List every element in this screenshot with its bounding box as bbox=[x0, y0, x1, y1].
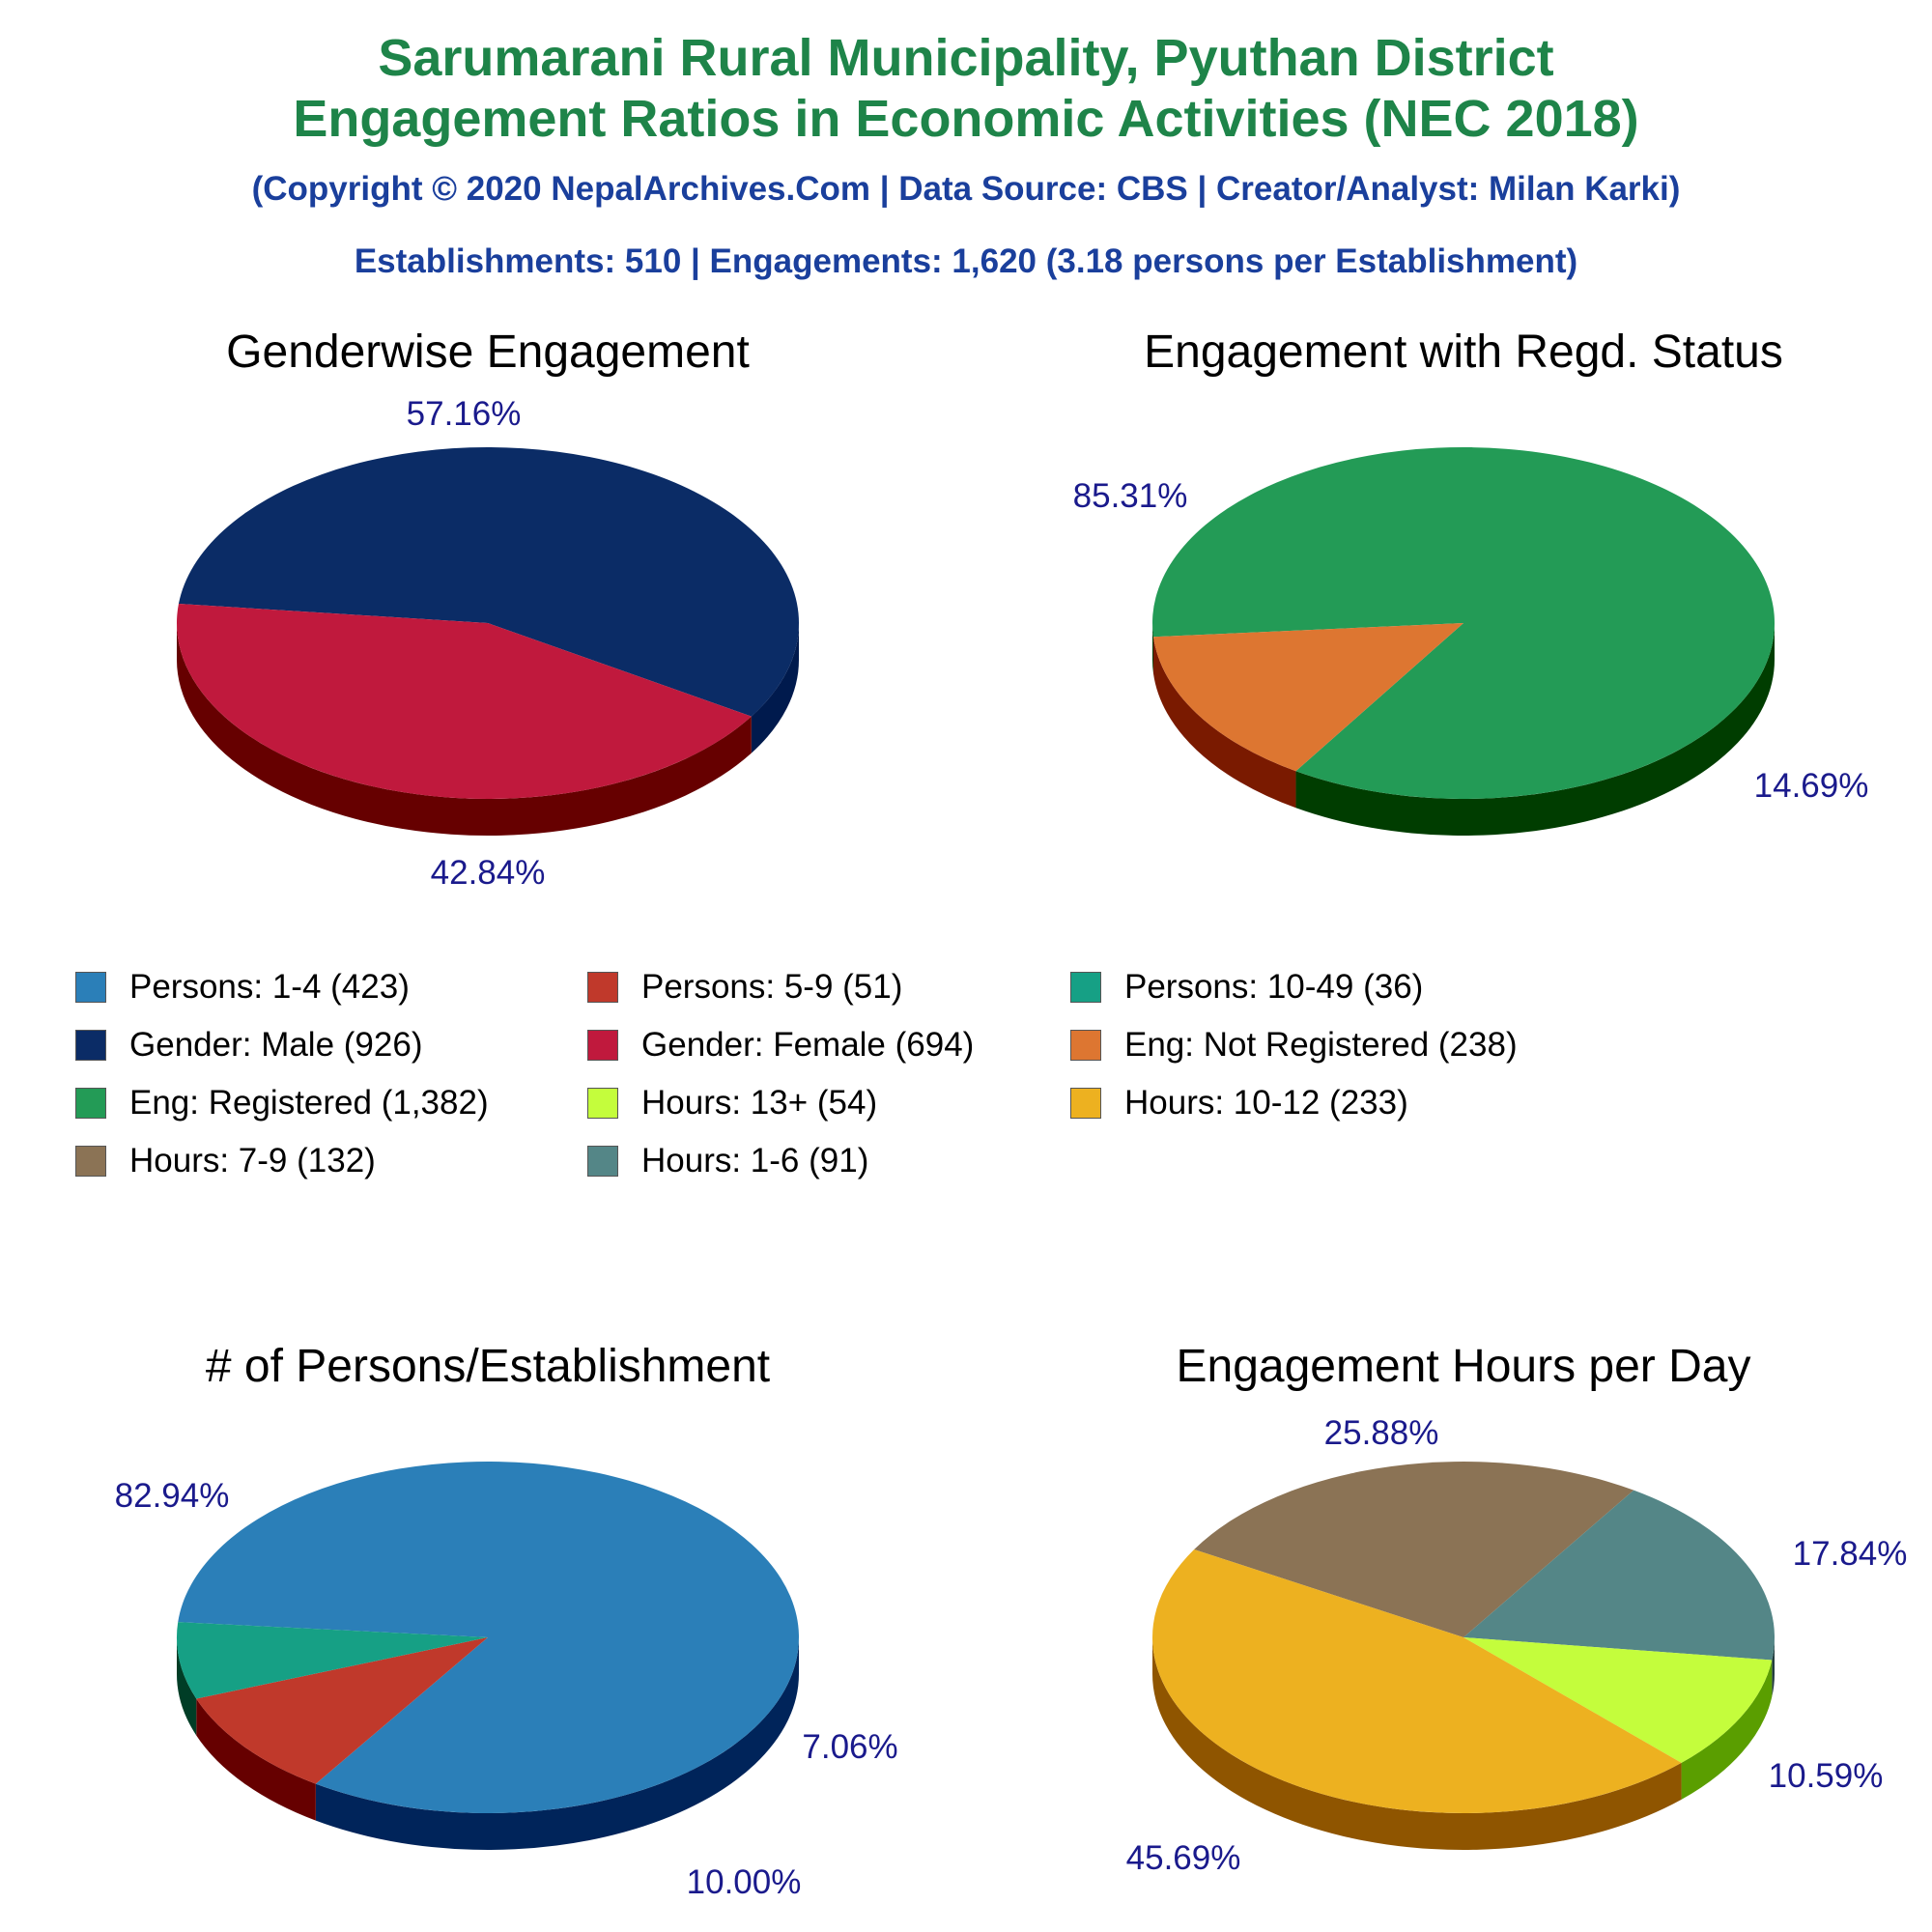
pie-percent-label: 10.59% bbox=[1768, 1757, 1884, 1795]
legend-swatch bbox=[587, 1088, 618, 1119]
legend-label: Eng: Not Registered (238) bbox=[1124, 1026, 1518, 1064]
pie-chart bbox=[1073, 327, 1869, 836]
legend-item bbox=[587, 1082, 877, 1124]
legend-item bbox=[1070, 966, 1423, 1009]
legend-label: Hours: 1-6 (91) bbox=[641, 1142, 869, 1179]
pie-title: # of Persons/Establishment bbox=[205, 1341, 771, 1392]
legend-item bbox=[1070, 1024, 1518, 1066]
pie-percent-label: 14.69% bbox=[1753, 767, 1869, 805]
chart-title-line2: Engagement Ratios in Economic Activities (NEC 2018) bbox=[293, 90, 1639, 148]
legend-item bbox=[587, 1140, 868, 1182]
pie-percent-label: 25.88% bbox=[1323, 1414, 1439, 1452]
pie-chart bbox=[1126, 1341, 1908, 1877]
pie-percent-label: 57.16% bbox=[406, 395, 522, 433]
legend-swatch bbox=[1070, 1088, 1101, 1119]
copyright-line: (Copyright © 2020 NepalArchives.Com | Data Source: CBS | Creator/Analyst: Milan Karki) bbox=[251, 170, 1681, 208]
pie-percent-label: 7.06% bbox=[802, 1728, 898, 1766]
legend-item bbox=[75, 966, 410, 1009]
summary-stats: Establishments: 510 | Engagements: 1,620 (3.18 persons per Establishment) bbox=[354, 242, 1578, 280]
legend-item bbox=[75, 1024, 422, 1066]
legend-swatch bbox=[1070, 1030, 1101, 1061]
legend-swatch bbox=[587, 1030, 618, 1061]
legend-swatch bbox=[587, 1146, 618, 1177]
legend-swatch bbox=[75, 1146, 106, 1177]
chart-title-line1: Sarumarani Rural Municipality, Pyuthan District bbox=[378, 29, 1554, 87]
pie-title: Engagement Hours per Day bbox=[1176, 1341, 1751, 1392]
pie-percent-label: 85.31% bbox=[1072, 477, 1188, 515]
pie-title: Engagement with Regd. Status bbox=[1144, 327, 1783, 378]
pie-chart bbox=[177, 327, 799, 892]
legend-item bbox=[587, 1024, 974, 1066]
pie-chart bbox=[115, 1341, 898, 1901]
legend-swatch bbox=[1070, 972, 1101, 1003]
legend-swatch bbox=[75, 1030, 106, 1061]
legend-item bbox=[1070, 1082, 1408, 1124]
legend-label: Gender: Female (694) bbox=[641, 1026, 975, 1064]
pie-percent-label: 17.84% bbox=[1792, 1535, 1908, 1573]
legend-label: Hours: 7-9 (132) bbox=[129, 1142, 376, 1179]
pie-percent-label: 82.94% bbox=[114, 1477, 230, 1515]
legend-label: Hours: 10-12 (233) bbox=[1124, 1084, 1408, 1122]
legend-label: Hours: 13+ (54) bbox=[641, 1084, 878, 1122]
legend-swatch bbox=[587, 972, 618, 1003]
legend-label: Persons: 5-9 (51) bbox=[641, 968, 903, 1006]
legend-label: Eng: Registered (1,382) bbox=[129, 1084, 489, 1122]
legend-item bbox=[587, 966, 902, 1009]
legend-label: Persons: 10-49 (36) bbox=[1124, 968, 1424, 1006]
legend-label: Gender: Male (926) bbox=[129, 1026, 423, 1064]
legend-item bbox=[75, 1082, 489, 1124]
legend-item bbox=[75, 1140, 376, 1182]
pie-title: Genderwise Engagement bbox=[226, 327, 750, 378]
pie-percent-label: 45.69% bbox=[1125, 1839, 1241, 1877]
pie-percent-label: 10.00% bbox=[686, 1863, 802, 1901]
legend-swatch bbox=[75, 1088, 106, 1119]
legend-label: Persons: 1-4 (423) bbox=[129, 968, 410, 1006]
pie-percent-label: 42.84% bbox=[430, 854, 546, 892]
legend-swatch bbox=[75, 972, 106, 1003]
